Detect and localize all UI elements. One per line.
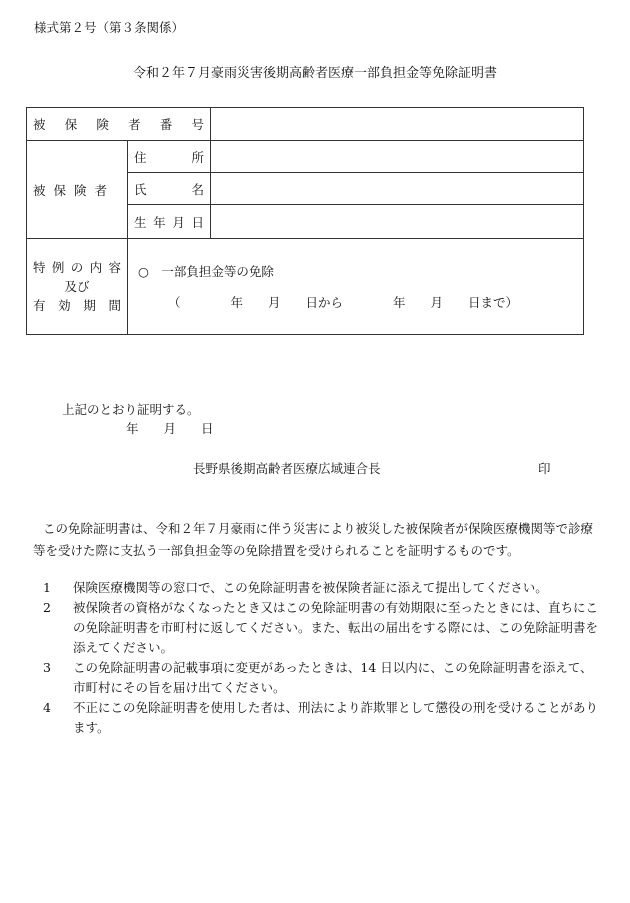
label-char: 特	[33, 260, 46, 275]
note-number: 2	[43, 600, 51, 615]
note-text: 不正にこの免除証明書を使用した者は、刑法により詐欺罪として懲役の刑を受けることがあります。	[73, 700, 599, 735]
label-char: 者	[94, 182, 107, 198]
document-title: 令和２年７月豪雨災害後期高齢者医療一部負担金等免除証明書	[132, 66, 497, 81]
certification-date: 年 月 日	[126, 421, 214, 436]
address-label	[128, 141, 211, 173]
note-item	[33, 578, 603, 598]
label-char: 被	[33, 182, 46, 198]
seal-mark: 印	[538, 461, 551, 476]
certification-statement: 上記のとおり証明する。	[62, 402, 200, 417]
label-char: 険	[73, 182, 87, 198]
insured-number-field[interactable]	[211, 108, 584, 141]
description-paragraph: この免除証明書は、令和２年７月豪雨に伴う災害により被災した被保険者が保険医療機関等で診療等を受けた際に支払う一部負担金等の免除措置を受けられることを証明するものです。	[33, 521, 594, 558]
insured-person-label	[27, 141, 128, 239]
label-char: 容	[108, 260, 121, 275]
label-char: 氏	[134, 181, 147, 197]
label-char: 生	[134, 214, 147, 230]
issuer-name: 長野県後期高齢者医療広域連合長	[193, 461, 381, 476]
label-char: 期	[83, 298, 96, 313]
notes-list	[33, 578, 603, 738]
address-field[interactable]	[211, 141, 584, 173]
note-item	[33, 698, 603, 738]
note-text: 被保険者の資格がなくなったとき又はこの免除証明書の有効期限に至ったときには、直ちにこの免除証明書を市町村に返してください。また、転出の届出をする際には、この免除証明書を添えてください。	[73, 600, 599, 655]
exemption-item: ○ 一部負担金等の免除	[138, 263, 274, 279]
note-item	[33, 658, 603, 698]
special-row	[27, 239, 584, 335]
label-char: 内	[89, 260, 103, 275]
label-char: 所	[191, 149, 204, 165]
label-char: の	[70, 260, 84, 275]
special-label-conjunction: 及び	[64, 279, 90, 294]
label-char: 番	[159, 117, 173, 132]
label-char: 名	[191, 181, 204, 197]
special-content[interactable]	[128, 239, 584, 335]
label-char: 被	[33, 117, 46, 132]
insured-number-label	[27, 108, 211, 141]
note-item	[33, 598, 603, 658]
label-char: 有	[33, 298, 46, 313]
note-number: 1	[43, 580, 51, 595]
label-char: 月	[172, 214, 185, 230]
special-label	[27, 239, 128, 335]
label-char: 年	[153, 214, 166, 230]
label-char: 住	[134, 149, 147, 165]
note-number: 4	[43, 700, 51, 715]
label-char: 保	[53, 182, 66, 198]
insured-number-row	[27, 108, 584, 141]
label-char: 日	[191, 214, 204, 230]
label-char: 者	[128, 117, 141, 132]
label-char: 険	[96, 117, 109, 132]
note-text: 保険医療機関等の窓口で、この免除証明書を被保険者証に添えて提出してください。	[73, 580, 548, 595]
address-row	[27, 141, 584, 173]
name-label	[128, 173, 211, 205]
validity-period: （ 年 月 日から 年 月 日まで）	[168, 294, 519, 310]
label-char: 保	[64, 117, 78, 132]
name-field[interactable]	[211, 173, 584, 205]
label-char: 例	[51, 260, 65, 275]
note-text: この免除証明書の記載事項に変更があったときは、14 日以内に、この免除証明書を添えて、市町村にその旨を届け出てください。	[73, 660, 593, 695]
note-number: 3	[43, 660, 51, 675]
certificate-table	[26, 107, 584, 335]
dob-field[interactable]	[211, 205, 584, 239]
dob-label	[128, 205, 211, 239]
form-number: 様式第２号（第３条関係）	[34, 20, 185, 35]
label-char: 効	[58, 298, 71, 313]
label-char: 間	[108, 298, 121, 313]
label-char: 号	[191, 117, 204, 132]
